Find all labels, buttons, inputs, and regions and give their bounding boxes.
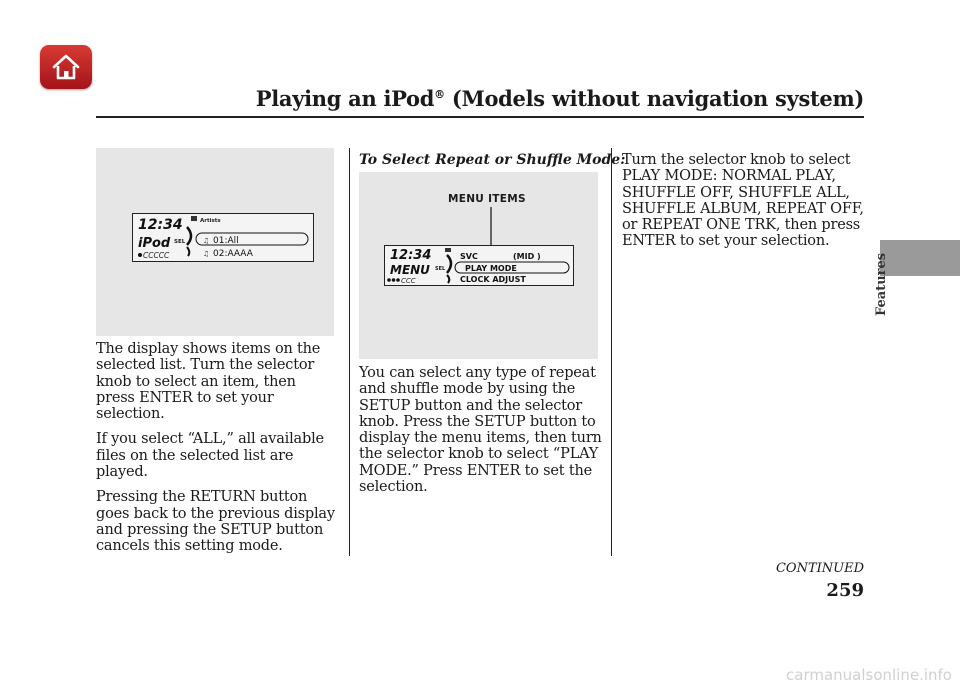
display-item-1: 01:All <box>213 236 239 246</box>
status-icon <box>191 216 197 221</box>
note-icon: ♫ <box>203 237 210 245</box>
note-icon: ♫ <box>203 250 210 258</box>
display-sel-label: SEL <box>435 266 446 272</box>
right-column-text <box>622 152 866 259</box>
continued-label: CONTINUED <box>775 561 864 576</box>
ipod-lcd-display <box>132 213 314 262</box>
section-tab-text: Features <box>874 252 889 316</box>
selector-arrow-icon <box>187 247 189 256</box>
home-icon <box>51 53 81 81</box>
left-column-text <box>96 341 336 564</box>
home-button[interactable] <box>40 45 92 89</box>
menu-item-svc-value: (MID ) <box>513 252 541 261</box>
indicator-dot-icon <box>392 278 396 282</box>
callout-menu-items: MENU ITEMS <box>448 193 526 205</box>
menu-display-figure <box>359 172 598 359</box>
page-title <box>256 86 864 111</box>
menu-item-svc: SVC <box>460 252 478 261</box>
display-item-2: 02:AAAA <box>213 249 253 259</box>
registered-mark: ® <box>434 88 445 101</box>
display-sel-label: SEL <box>174 239 186 245</box>
selector-arc-icon <box>447 255 451 273</box>
title-suffix: (Models without navigation system) <box>444 86 864 111</box>
paragraph: You can select any type of repeat and shuffle mode by using the SETUP button and the selector knob. Press the SETUP button to display the menu items, then turn the selector knob to select “PLAY MODE.” Press ENTER to set the selection. <box>359 365 602 496</box>
menu-item-play-mode: PLAY MODE <box>465 264 517 273</box>
display-time: 12:34 <box>138 217 183 233</box>
display-time: 12:34 <box>390 248 432 263</box>
display-mode: MENU <box>390 263 430 277</box>
menu-item-clock-adjust: CLOCK ADJUST <box>460 275 526 284</box>
paragraph: Turn the selector knob to select PLAY MODE: NORMAL PLAY, SHUFFLE OFF, SHUFFLE ALL, SHUFFLE ALBUM, REPEAT OFF, or REPEAT ONE TRK, then press ENTER to set your selection. <box>622 152 864 250</box>
ipod-display-figure <box>96 148 334 336</box>
middle-column-text <box>359 365 603 504</box>
indicator-dot-icon <box>387 278 391 282</box>
paragraph: If you select “ALL,” all available files on the selected list are played. <box>96 431 324 481</box>
menu-lcd-display <box>384 245 574 286</box>
display-indicator: CCC <box>401 277 416 285</box>
paragraph: Pressing the RETURN button goes back to the previous display and pressing the SETUP button cancels this setting mode. <box>96 489 335 555</box>
paragraph: The display shows items on the selected list. Turn the selector knob to select an item, then press ENTER to set your selection. <box>96 341 321 423</box>
watermark: carmanualsonline.info <box>786 666 952 684</box>
title-main: Playing an iPod <box>255 86 435 111</box>
section-tab[interactable] <box>880 240 960 276</box>
display-category: Artists <box>200 218 221 224</box>
indicator-dot-icon <box>138 253 142 257</box>
status-icon <box>445 248 451 252</box>
column-divider-left <box>349 148 350 556</box>
selector-arc-icon <box>187 227 191 245</box>
header-rule <box>96 116 864 118</box>
section-heading: To Select Repeat or Shuffle Mode: <box>359 152 626 168</box>
display-mode: iPod <box>138 236 171 251</box>
indicator-dot-icon <box>396 278 400 282</box>
section-tab-label <box>868 252 890 328</box>
column-divider-right <box>611 148 612 556</box>
selector-arrow-icon <box>447 275 449 283</box>
display-indicator: CCCCC <box>143 251 170 260</box>
page-number: 259 <box>826 580 864 601</box>
